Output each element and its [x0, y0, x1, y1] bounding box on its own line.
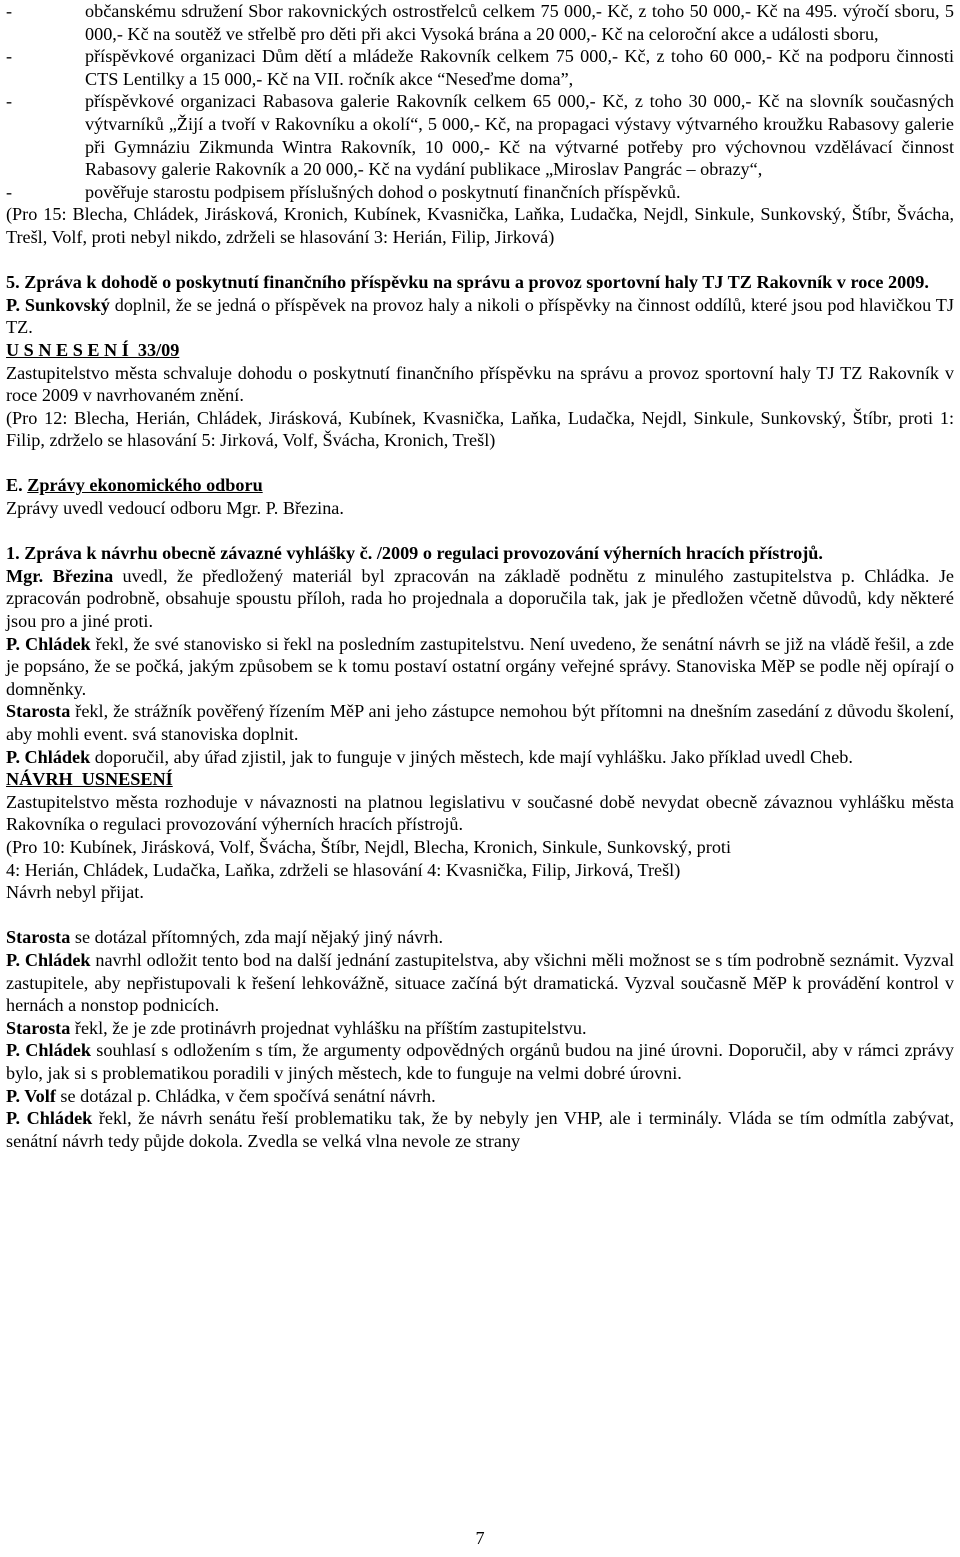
paragraph: Zprávy uvedl vedoucí odboru Mgr. P. Březina.	[6, 498, 344, 519]
paragraph	[6, 949, 954, 1017]
list-item	[6, 181, 954, 204]
paragraph-text: řekl, že své stanovisko si řekl na posledním zastupitelstvu. Není uvedeno, že senátní návrh se již na vládě řešil, a zde je popsáno, že se počká, jakým způsobem se k tomu postaví ostatní orgány veřejné správy. Stanoviska MěP se podle něj opírají o domněnky.	[6, 633, 954, 699]
vote-record-line: (Pro 10: Kubínek, Jirásková, Volf, Švácha, Štíbr, Nejdl, Blecha, Kronich, Sinkule, Sunkovský, proti	[6, 836, 732, 857]
spacer	[6, 904, 954, 927]
list-item	[6, 0, 954, 45]
speaker-name: P. Chládek	[6, 1040, 91, 1061]
paragraph-text: řekl, že návrh senátu řeší problematiku tak, že by nebyly jen VHP, ale i terminály. Vláda se tím odmítla zabývat, senátní návrh tedy půjde dokola. Zvedla se velká vlna nevole ze strany	[6, 1108, 954, 1151]
list-dash: -	[6, 91, 13, 112]
list-dash: -	[6, 181, 13, 202]
speaker-name: Starosta	[6, 1017, 71, 1038]
spacer	[6, 249, 954, 272]
list-dash: -	[6, 46, 13, 67]
section-letter: E.	[6, 475, 28, 496]
proposal-result: Návrh nebyl přijat.	[6, 882, 144, 903]
vote-record-line: 4: Herián, Chládek, Ludačka, Laňka, zdrželi se hlasování 4: Kvasnička, Filip, Jirková, Trešl)	[6, 859, 681, 880]
spacer	[6, 520, 954, 543]
paragraph	[6, 700, 954, 745]
paragraph	[6, 633, 954, 701]
paragraph-text: doplnil, že se jedná o příspěvek na provoz haly a nikoli o příspěvky na činnost oddílů, které jsou pod hlavičkou TJ TZ.	[6, 294, 954, 338]
speaker-name: P. Chládek	[6, 746, 91, 767]
paragraph-text: doporučil, aby úřad zjistil, jak to funguje v jiných městech, kde mají vyhlášku. Jako příklad uvedl Cheb.	[90, 746, 853, 767]
speaker-name: P. Volf	[6, 1085, 56, 1106]
list-item-text: pověřuje starostu podpisem příslušných dohod o poskytnutí finančních příspěvků.	[85, 181, 681, 202]
paragraph-text: řekl, že strážník pověřený řízením MěP ani jeho zástupce nemohou být přítomni na dnešním zasedání z důvodu školení, aby mohli event. svá stanoviska doplnit.	[6, 701, 954, 744]
paragraph	[6, 565, 954, 633]
paragraph-text: navrhl odložit tento bod na další jednání zastupitelstva, aby všichni měli možnost se s tím podrobně seznámit. Vyzval zastupitele, aby nepřistupovali k řešení lehkovážně, situace začíná být dramatická. Vyzval současně MěP k provádění kontrol v hernách a nonstop podnicích.	[6, 949, 954, 1016]
speaker-name: Mgr. Březina	[6, 565, 114, 586]
paragraph	[6, 746, 954, 769]
proposal-label: NÁVRH USNESENÍ	[6, 769, 173, 790]
speaker-name: P. Chládek	[6, 633, 91, 654]
vote-record: (Pro 12: Blecha, Herián, Chládek, Jirásková, Kubínek, Kvasnička, Laňka, Ludačka, Nejdl, Sinkule, Sunkovský, Štíbr, proti 1: Filip, zdrželo se hlasování 5: Jirková, Volf, Švácha, Kronich, Trešl)	[6, 407, 954, 451]
paragraph-text: se dotázal přítomných, zda mají nějaký jiný návrh.	[70, 927, 444, 948]
resolution-label: U S N E S E N Í 33/09	[6, 339, 180, 360]
list-item-text: občanskému sdružení Sbor rakovnických ostrostřelců celkem 75 000,- Kč, z toho 50 000,- Kč na 495. výročí sboru, 5 000,- Kč na soutěž ve střelbě pro děti při akci Vysoká brána a 20 000,- Kč na celoroční akce a události sboru,	[85, 1, 954, 44]
speaker-name: P. Sunkovský	[6, 294, 110, 315]
paragraph	[6, 1039, 954, 1084]
paragraph	[6, 1107, 954, 1152]
paragraph	[6, 1017, 954, 1040]
paragraph	[6, 1085, 954, 1108]
list-item	[6, 45, 954, 90]
paragraph-text: uvedl, že předložený materiál byl zpracován na základě podnětu z minulého zastupitelstva p. Chládka. Je zpracován podrobně, obsahuje spoustu příloh, rada ho projednala a doporučila tak, jak je předložen včetně důvodů, kdy některé jsou pro a jiné proti.	[6, 565, 954, 632]
contribution-list	[6, 0, 954, 203]
paragraph	[6, 294, 954, 339]
list-item-text: příspěvkové organizaci Dům dětí a mládeže Rakovník celkem 75 000,- Kč, z toho 60 000,- Kč na podporu činnosti CTS Lentilky a 15 000,- Kč na VII. ročník akce “Neseďme doma”,	[85, 46, 954, 89]
list-item-text: příspěvkové organizaci Rabasova galerie Rakovník celkem 65 000,- Kč, z toho 30 000,- Kč na slovník současných výtvarníků „Žijí a tvoří v Rakovníku a okolí“, 5 000,- Kč, na propagaci výstavy výtvarného kroužku Rabasovy galerie při Gymnáziu Zikmunda Wintra Rakovník, 10 000,- Kč na výtvarné potřeby pro výchovnou vzdělávací činnost Rabasovy galerie Rakovník a 20 000,- Kč na vydání publikace „Miroslav Pangrác – obrazy“,	[85, 91, 954, 180]
section-title: Zprávy ekonomického odboru	[27, 475, 263, 496]
section-heading: 5. Zpráva k dohodě o poskytnutí finančního příspěvku na správu a provoz sportovní haly TJ TZ Rakovník v roce 2009.	[6, 272, 929, 293]
paragraph	[6, 926, 954, 949]
section-heading	[6, 474, 954, 497]
list-item	[6, 90, 954, 180]
paragraph-text: souhlasí s odložením s tím, že argumenty odpovědných orgánů budou na jiné úrovni. Doporučil, aby v rámci zprávy bylo, jak si s problematikou poradili v jiných městech, kde to funguje na velmi dobré úrovni.	[6, 1040, 955, 1083]
proposal-text: Zastupitelstvo města rozhoduje v návaznosti na platnou legislativu v současné době nevydat obecně závaznou vyhlášku města Rakovníka o regulaci provozování výherních hracích přístrojů.	[6, 791, 954, 835]
resolution-text: Zastupitelstvo města schvaluje dohodu o poskytnutí finančního příspěvku na správu a provoz sportovní haly TJ TZ Rakovník v roce 2009 v navrhovaném znění.	[6, 362, 954, 406]
spacer	[6, 452, 954, 475]
speaker-name: P. Chládek	[6, 949, 91, 970]
vote-record: (Pro 15: Blecha, Chládek, Jirásková, Kronich, Kubínek, Kvasnička, Laňka, Ludačka, Nejdl, Sinkule, Sunkovský, Štíbr, Švácha, Trešl, Volf, proti nebyl nikdo, zdrželi se hlasování 3: Herián, Filip, Jirková)	[6, 204, 954, 247]
speaker-name: P. Chládek	[6, 1108, 93, 1129]
list-dash: -	[6, 1, 13, 21]
speaker-name: Starosta	[6, 927, 71, 948]
speaker-name: Starosta	[6, 701, 71, 722]
paragraph-text: řekl, že je zde protinávrh projednat vyhlášku na příštím zastupitelstvu.	[70, 1017, 587, 1038]
subsection-heading: 1. Zpráva k návrhu obecně závazné vyhlášky č. /2009 o regulaci provozování výherních hracích přístrojů.	[6, 543, 823, 564]
paragraph-text: se dotázal p. Chládka, v čem spočívá senátní návrh.	[55, 1085, 436, 1106]
page-number: 7	[475, 1528, 485, 1548]
